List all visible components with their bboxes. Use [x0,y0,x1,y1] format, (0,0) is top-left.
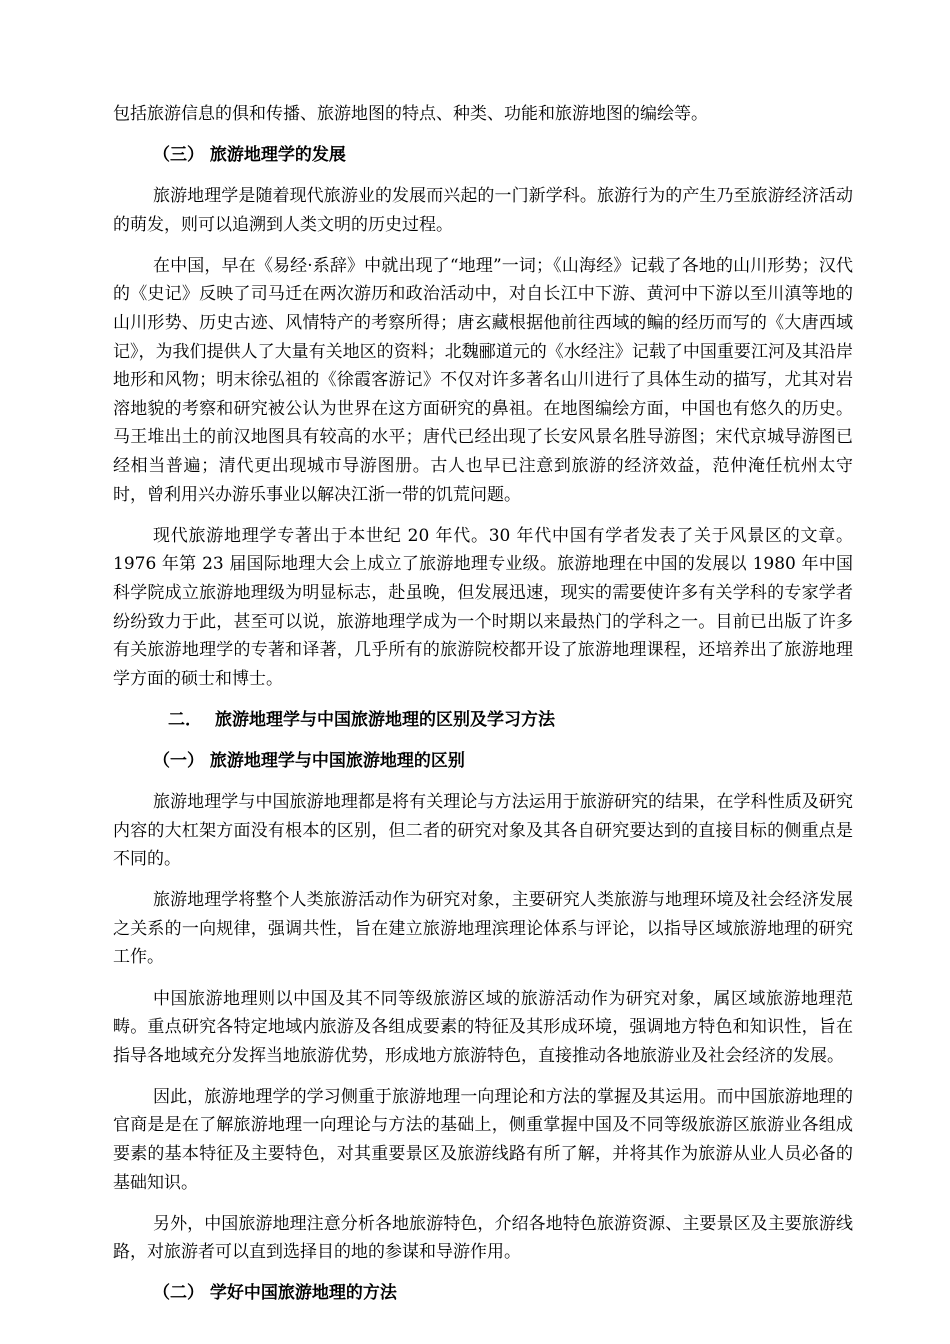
paragraph-china-history: 在中国，早在《易经·系辞》中就出现了“地理”一词；《山海经》记载了各地的山川形势；汉代的《史记》反映了司马迁在两次游历和政治活动中，对自长江中下游、黄河中下游以至川滇等地的山川形势、历史古迹、风情特产的考察所得；唐玄藏根据他前往西域的鳊的经历而写的《大唐西域记》，为我们提供人了大量有关地区的资料；北魏郦道元的《水经注》记载了中国重要江河及其沿岸地形和风物；明末徐弘祖的《徐霞客游记》不仅对许多著名山川进行了具体生动的描写，尤其对岩溶地貌的考察和研究被公认为世界在这方面研究的鼻祖。在地图编绘方面，中国也有悠久的历史。马王堆出土的前汉地图具有较高的水平；唐代已经出现了长安风景名胜导游图；宋代京城导游图已经相当普遍；清代更出现城市导游图册。古人也早已注意到旅游的经济效益，范仲淹任杭州太守时，曾利用兴办游乐事业以解决江浙一带的饥荒问题。 [113,255,853,505]
paragraph-intro-continuation: 包括旅游信息的俱和传播、旅游地图的特点、种类、功能和旅游地图的编绘等。 [113,104,708,124]
paragraph-origin: 旅游地理学是随着现代旅游业的发展而兴起的一门新学科。旅游行为的产生乃至旅游经济活动的萌发，则可以追溯到人类文明的历史过程。 [113,186,853,235]
chapter-heading-2 [113,706,853,735]
section-heading-methods: （二） 学好中国旅游地理的方法 [153,1283,397,1304]
paragraph-additionally: 另外，中国旅游地理注意分析各地旅游特色，介绍各地特色旅游资源、主要景区及主要旅游线路，对旅游者可以直到选择目的地的参谋和导游作用。 [113,1213,853,1263]
document-page [113,100,853,1320]
paragraph-therefore: 因此，旅游地理学的学习侧重于旅游地理一向理论和方法的掌握及其运用。而中国旅游地理的官商是是在了解旅游地理一向理论与方法的基础上，侧重掌握中国及不同等级旅游区旅游业各组成要素的基本特征及主要特色，对其重要景区及旅游线路有所了解，并将其作为旅游从业人员必备的基础知识。 [113,1086,853,1193]
section-heading-difference: （一） 旅游地理学与中国旅游地理的区别 [153,750,465,771]
paragraph-tourism-geography: 旅游地理学将整个人类旅游活动作为研究对象，主要研究人类旅游与地理环境及社会经济发展之关系的一向规律，强调共性，旨在建立旅游地理滨理论体系与评论，以指导区域旅游地理的研究工作。 [113,890,853,968]
paragraph-china-tourism-geography: 中国旅游地理则以中国及其不同等级旅游区域的旅游活动作为研究对象，属区域旅游地理范畴。重点研究各特定地域内旅游及各组成要素的特征及其形成环境，强调地方特色和知识性，旨在指导各地域充分发挥当地旅游优势，形成地方旅游特色，直接推动各地旅游业及社会经济的发展。 [113,988,853,1066]
chapter-heading-number: 二． [168,709,202,730]
paragraph-difference-intro: 旅游地理学与中国旅游地理都是将有关理论与方法运用于旅游研究的结果，在学科性质及研究内容的大杠架方面没有根本的区别，但二者的研究对象及其各自研究要达到的直接目标的侧重点是不同的。 [113,791,853,870]
section-heading-development: （三） 旅游地理学的发展 [153,145,346,166]
chapter-heading-text: 旅游地理学与中国旅游地理的区别及学习方法 [215,709,555,730]
paragraph-modern: 现代旅游地理学专著出于本世纪 20 年代。30 年代中国有学者发表了关于风景区的文章。1976 年第 23 届国际地理大会上成立了旅游地理专业级。旅游地理在中国的发展以 1980 年中国科学院成立旅游地理级为明显标志，赴虽晚，但发展迅速，现实的需要使许多有关学科的专家学者纷纷致力于此，甚至可以说，旅游地理学成为一个时期以来最热门的学科之一。目前已出版了许多有关旅游地理学的专著和译著，几乎所有的旅游院校都开设了旅游地理课程，还培养出了旅游地理学方面的硕士和博士。 [113,525,853,689]
